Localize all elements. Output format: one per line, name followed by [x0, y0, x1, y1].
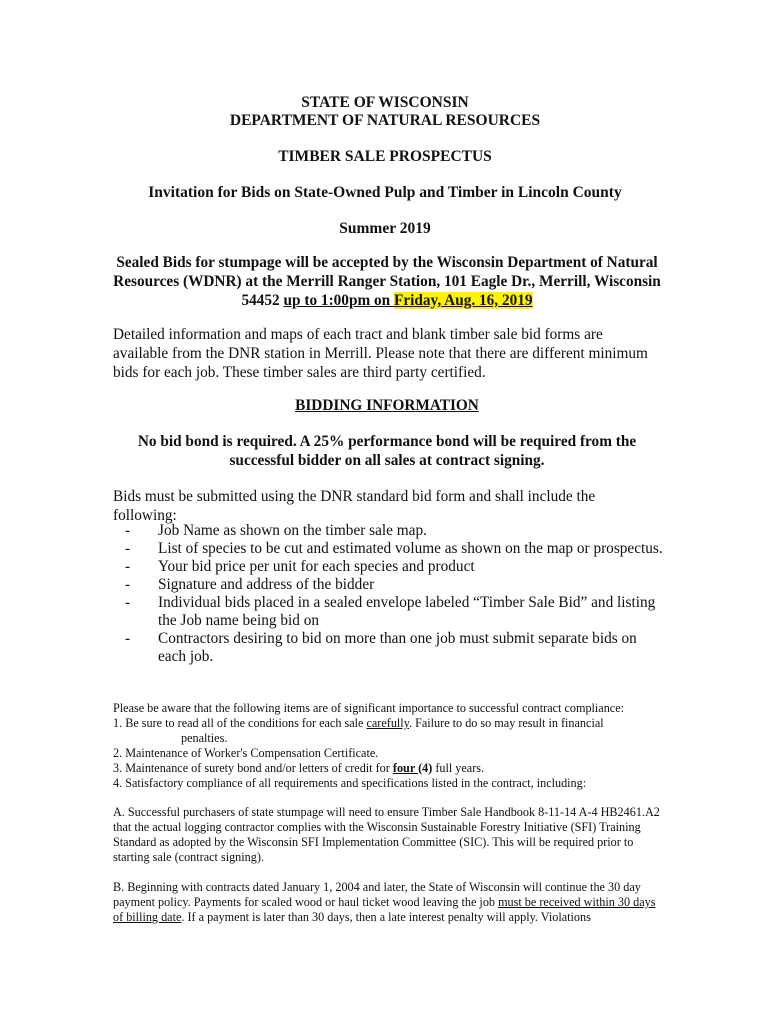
- document-title: TIMBER SALE PROSPECTUS: [278, 148, 492, 165]
- list-item-text: Job Name as shown on the timber sale map.: [158, 522, 427, 539]
- list-dash: -: [125, 594, 131, 611]
- list-item-text: List of species to be cut and estimated volume as shown on the map or prospectus.: [158, 540, 663, 557]
- paragraph-b-tail: . If a payment is later than 30 days, then a late interest penalty will apply. Violations: [181, 910, 591, 924]
- sealed-bids-text: Sealed Bids for stumpage will be accepted by the Wisconsin Department of Natural Resources (WDNR) at the Merrill Ranger Station, 101 Eagle Dr., Merrill, Wisconsin 54452: [113, 254, 661, 309]
- list-item: [125, 576, 665, 594]
- compliance-item-4: 4. Satisfactory compliance of all requirements and specifications listed in the contract, including:: [113, 776, 587, 790]
- bid-requirements-intro: Bids must be submitted using the DNR standard bid form and shall include the following:: [113, 488, 596, 524]
- bidding-heading-text: BIDDING INFORMATION: [295, 397, 479, 414]
- compliance-item-3-tail: full years.: [432, 761, 485, 775]
- four-underlined: four: [392, 761, 419, 775]
- compliance-item-1: [113, 716, 661, 746]
- detail-paragraph: Detailed information and maps of each tract and blank timber sale bid forms are available from the DNR station in Merrill. Please note that there are different minimum bids for each job. These timber sales are third party certified.: [113, 326, 648, 381]
- list-item: [125, 540, 665, 558]
- list-dash: -: [125, 540, 131, 557]
- invitation-heading: Invitation for Bids on State-Owned Pulp and Timber in Lincoln County: [148, 184, 622, 201]
- deadline-prefix: up to 1:00pm on: [283, 292, 395, 309]
- paragraph-a: A. Successful purchasers of state stumpage will need to ensure Timber Sale Handbook 8-11-14 A-4 HB2461.A2 that the actual logging contractor complies with the Wisconsin Sustainable Forestry Initiative (SFI) Training Standard as adopted by the Wisconsin SFI Implementation Committee (SIC). This will be required prior to starting sale (contract signing).: [113, 805, 660, 864]
- list-dash: -: [125, 522, 131, 539]
- payment-deadline-underlined: must be received within 30 days of billing date: [113, 895, 656, 924]
- list-item-text: Signature and address of the bidder: [158, 576, 375, 593]
- bidding-heading: [113, 396, 661, 415]
- list-item-text: Contractors desiring to bid on more than one job must submit separate bids on each job.: [158, 630, 637, 665]
- list-item-text: Your bid price per unit for each species and product: [158, 558, 475, 575]
- list-item: [125, 558, 665, 576]
- deadline-date-highlight: Friday, Aug. 16, 2019: [394, 292, 533, 309]
- carefully-underlined: carefully: [366, 716, 409, 730]
- list-item-text: Individual bids placed in a sealed envelope labeled “Timber Sale Bid” and listing the Job name being bid on: [158, 594, 656, 629]
- compliance-intro: Please be aware that the following items are of significant importance to successful contract compliance:: [113, 701, 625, 715]
- list-dash: -: [125, 576, 131, 593]
- list-item: [125, 630, 665, 666]
- paragraph-b-text: B. Beginning with contracts dated January 1, 2004 and later, the State of Wisconsin will continue the 30 day payment policy. Payments for scaled wood or haul ticket wood leaving the job: [113, 880, 641, 909]
- compliance-item-1-text: 1. Be sure to read all of the conditions for each sale: [113, 716, 367, 730]
- paragraph-b: [113, 880, 661, 925]
- compliance-list: [113, 716, 661, 791]
- list-dash: -: [125, 630, 131, 647]
- compliance-item-3: [113, 761, 661, 776]
- list-item: [125, 594, 665, 630]
- bid-requirements-list: [125, 522, 665, 666]
- compliance-item-2: 2. Maintenance of Worker's Compensation Certificate.: [113, 746, 379, 760]
- season-heading: Summer 2019: [339, 220, 431, 237]
- compliance-item-1-continuation: penalties.: [181, 731, 228, 745]
- compliance-item-1-tail: . Failure to do so may result in financial: [409, 716, 604, 730]
- bond-notice: No bid bond is required. A 25% performance bond will be required from the successful bidder on all sales at contract signing.: [137, 433, 637, 469]
- four-numeral: (4): [418, 761, 433, 775]
- list-dash: -: [125, 558, 131, 575]
- list-item: [125, 522, 665, 540]
- state-heading: STATE OF WISCONSIN: [301, 94, 469, 111]
- department-heading: DEPARTMENT OF NATURAL RESOURCES: [229, 112, 541, 129]
- sealed-bids-notice: [113, 253, 661, 310]
- compliance-item-3-text: 3. Maintenance of surety bond and/or letters of credit for: [113, 761, 393, 775]
